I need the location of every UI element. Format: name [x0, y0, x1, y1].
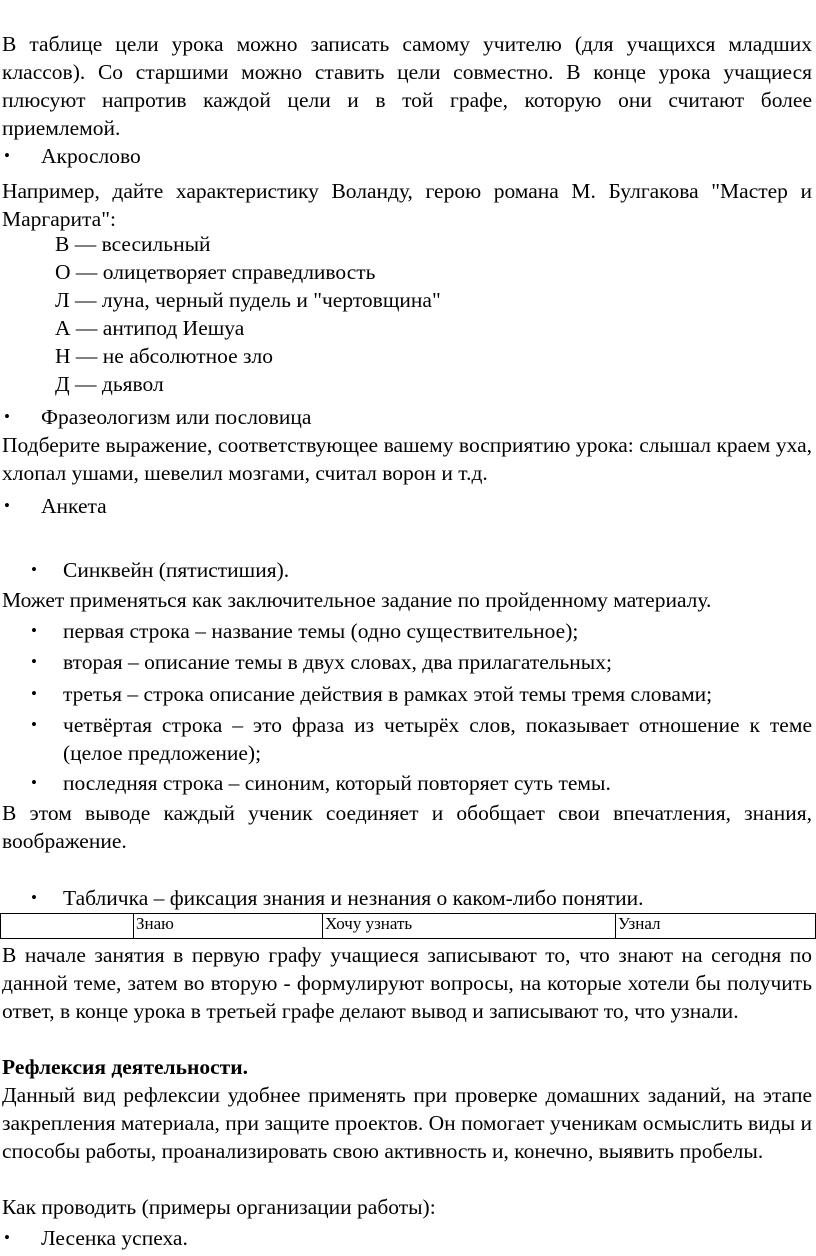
kwl-text: В начале занятия в первую графу учащиеся записывают то, что знают на сегодня по данной теме, затем во вторую - формулируют вопросы, на которые хотели бы получить ответ, в конце урока в третьей графе делают вывод и записывают то, что узнали. — [2, 943, 812, 1023]
kwl-heading: Табличка – фиксация знания и незнания о каком-либо понятии. — [63, 886, 644, 910]
activity-title: Рефлексия деятельности. — [2, 1055, 248, 1079]
table-cell-know: Знаю — [134, 914, 323, 939]
cinquain-item: первая строка – название темы (одно существительное); — [63, 619, 579, 643]
intro-paragraph: В таблице цели урока можно записать самому учителю (для учащихся младших классов). Со старшими можно ставить цели совместно. В конце урока учащиеся плюсуют напротив каждой цели и в той графе, которую они считают более приемлемой. — [2, 32, 812, 140]
table-row — [1, 914, 816, 939]
acroword-line: Д — дьявол — [55, 372, 164, 396]
cinquain-conclusion: В этом выводе каждый ученик соединяет и обобщает свои впечатления, знания, воображение. — [2, 801, 812, 853]
acroword-line: В — всесильный — [55, 232, 211, 256]
bullet-icon: • — [31, 888, 37, 907]
acroword-example: Например, дайте характеристику Воланду, герою романа М. Булгакова "Мастер и Маргарита": — [2, 179, 812, 231]
bullet-icon: • — [31, 773, 37, 792]
acroword-line: Л — луна, черный пудель и "чертовщина" — [55, 288, 441, 312]
acroword-line: А — антипод Иешуа — [55, 316, 245, 340]
cinquain-item: последняя строка – синоним, который повторяет суть темы. — [63, 771, 611, 795]
table-cell-empty — [1, 914, 134, 939]
idiom-heading: Фразеологизм или пословица — [41, 405, 312, 429]
bullet-icon: • — [31, 684, 37, 703]
kwl-table — [0, 913, 816, 939]
acroword-line: О — олицетворяет справедливость — [55, 260, 376, 284]
activity-text: Данный вид рефлексии удобнее применять при проверке домашних заданий, на этапе закрепления материала, при защите проектов. Он помогает ученикам осмыслить виды и способы работы, проанализировать свою активность и, конечно, выявить пробелы. — [2, 1083, 812, 1163]
acroword-heading: Акрослово — [41, 144, 141, 168]
bullet-icon: • — [4, 496, 10, 515]
activity-item: Лесенка успеха. — [41, 1226, 188, 1250]
cinquain-item: четвёртая строка – это фраза из четырёх слов, показывает отношение к теме (целое предложение); — [63, 713, 812, 765]
bullet-icon: • — [4, 146, 10, 165]
cinquain-intro: Может применяться как заключительное задание по пройденному материалу. — [2, 588, 712, 612]
table-cell-want: Хочу узнать — [323, 914, 616, 939]
acroword-line: Н — не абсолютное зло — [55, 344, 274, 368]
bullet-icon: • — [4, 1228, 10, 1247]
bullet-icon: • — [4, 407, 10, 426]
survey-heading: Анкета — [41, 494, 107, 518]
bullet-icon: • — [31, 652, 37, 671]
cinquain-item: третья – строка описание действия в рамках этой темы тремя словами; — [63, 682, 713, 706]
idiom-text: Подберите выражение, соответствующее вашему восприятию урока: слышал краем уха, хлопал ушами, шевелил мозгами, считал ворон и т.д. — [2, 433, 812, 485]
bullet-icon: • — [31, 621, 37, 640]
cinquain-item: вторая – описание темы в двух словах, два прилагательных; — [63, 650, 612, 674]
activity-how: Как проводить (примеры организации работы): — [2, 1195, 436, 1219]
table-cell-learned: Узнал — [616, 914, 816, 939]
cinquain-heading: Синквейн (пятистишия). — [63, 558, 290, 582]
bullet-icon: • — [31, 560, 37, 579]
bullet-icon: • — [31, 715, 37, 734]
